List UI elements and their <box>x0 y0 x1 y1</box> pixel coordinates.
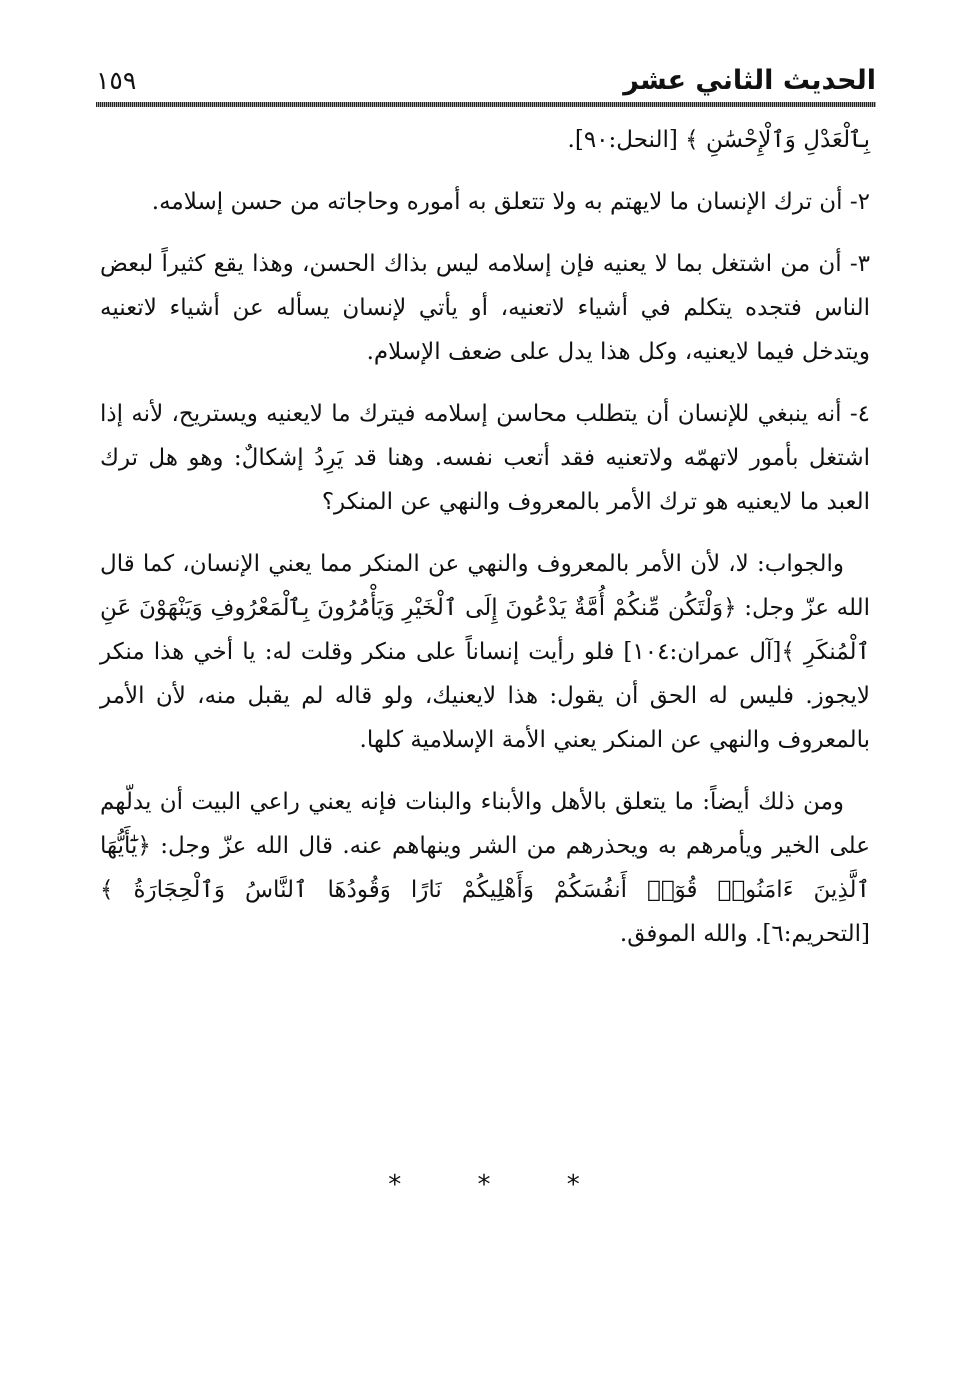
paragraph-family: ومن ذلك أيضاً: ما يتعلق بالأهل والأبناء والبنات فإنه يعني راعي البيت أن يدلّهم على الخير ويأمرهم به ويحذرهم من الشر وينهاهم عنه. قال الله عزّ وجل: ﴿يَٰٓأَيُّهَا ٱلَّذِينَ ءَامَنُوا۟ قُوٓا۟ أَنفُسَكُمْ وَأَهْلِيكُمْ نَارًا وَقُودُهَا ٱلنَّاسُ وَٱلْحِجَارَةُ ﴾[التحريم:٦]. والله الموفق. <box>100 789 870 947</box>
header-rule <box>96 102 876 107</box>
chapter-title: الحديث الثاني عشر <box>623 65 876 96</box>
separator-star: * <box>388 1170 402 1200</box>
paragraph-verse-continuation: بِٱلْعَدْلِ وَٱلْإِحْسَٰنِ ﴾ [النحل:٩٠]. <box>567 127 870 153</box>
page-body <box>100 118 870 974</box>
page-number: ١٥٩ <box>96 66 137 95</box>
paragraph-point-4: ٤- أنه ينبغي للإنسان أن يتطلب محاسن إسلامه فيترك ما لايعنيه ويستريح، لأنه إذا اشتغل بأمور لاتهمّه ولاتعنيه فقد أتعب نفسه. وهنا قد يَرِدُ إشكالٌ: وهو هل ترك العبد ما لايعنيه هو ترك الأمر بالمعروف والنهي عن المنكر؟ <box>100 401 870 515</box>
paragraph-point-2: ٢- أن ترك الإنسان ما لايهتم به ولا تتعلق به أموره وحاجاته من حسن إسلامه. <box>151 189 870 215</box>
paragraph-point-3: ٣- أن من اشتغل بما لا يعنيه فإن إسلامه ليس بذاك الحسن، وهذا يقع كثيراً لبعض الناس فتجده يتكلم في أشياء لاتعنيه، أو يأتي لإنسان يسأله عن أشياء لاتعنيه ويتدخل فيما لايعنيه، وكل هذا يدل على ضعف الإسلام. <box>100 251 870 365</box>
paragraph-answer: والجواب: لا، لأن الأمر بالمعروف والنهي عن المنكر مما يعني الإنسان، كما قال الله عزّ وجل: ﴿وَلْتَكُن مِّنكُمْ أُمَّةٌ يَدْعُونَ إِلَى ٱلْخَيْرِ وَيَأْمُرُونَ بِٱلْمَعْرُوفِ وَيَنْهَوْنَ عَنِ ٱلْمُنكَرِ ﴾[آل عمران:١٠٤] فلو رأيت إنساناً على منكر وقلت له: يا أخي هذا منكر لايجوز. فليس له الحق أن يقول: هذا لايعنيك، ولو قاله لم يقبل منه، لأن الأمر بالمعروف والنهي عن المنكر يعني الأمة الإسلامية كلها. <box>100 551 871 753</box>
separator-star: * <box>477 1170 491 1200</box>
separator-star: * <box>566 1170 580 1200</box>
page-header <box>96 66 876 96</box>
section-separator <box>0 1170 968 1200</box>
